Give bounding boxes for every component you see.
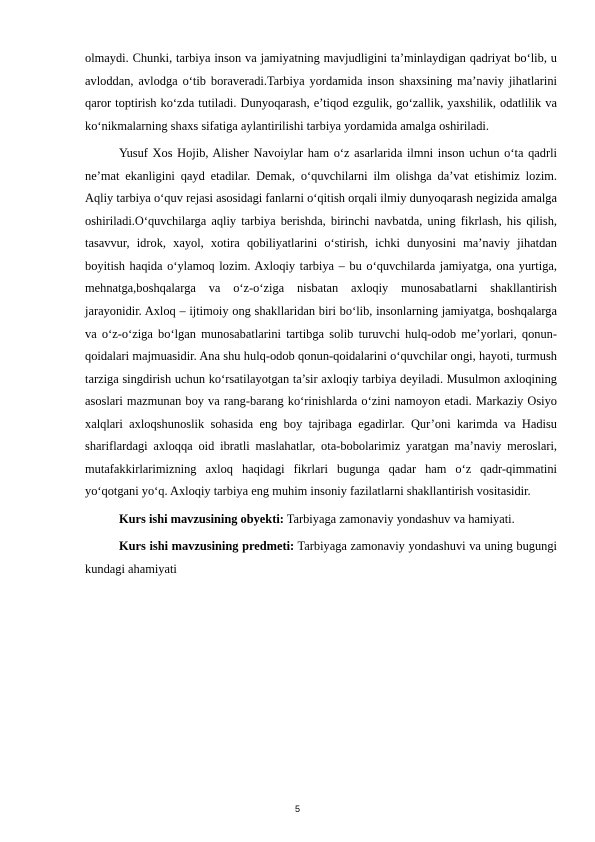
paragraph-education: Yusuf Xos Hojib, Alisher Navoiylar ham o‘z asarlarida ilmni inson uchun o‘ta qadrli ne’mat ekanligini qayd etadilar. Demak, o‘quvchilarni ilm olishga da’vat etishimiz lozim. Aqliy tarbiya o‘quv rejasi asosidagi fanlarni o‘qitish orqali ilmiy dunyoqarash negizida amalga oshiriladi.O‘quvchilarga aqliy tarbiya berishda, birinchi navbatda, uning fikrlash, his qilish, tasavvur, idrok, xayol, xotira qobiliyatlarini o‘stirish, ichki dunyosini ma’naviy jihatdan boyitish haqida o‘ylamoq lozim. Axloqiy tarbiya – bu o‘quvchilarda jamiyatga, ona yurtiga, mehnatga,boshqalarga va o‘z-o‘ziga nisbatan axloqiy munosabatlarni shakllantirish jarayonidir. Axloq – ijtimoiy ong shakllaridan biri bo‘lib, insonlarning jamiyatga, boshqalarga va o‘z-o‘ziga bo‘lgan munosabatlarini tartibga solib turuvchi hulq-odob me’yorlari, qonun-qoidalari majmuasidir. Ana shu hulq-odob qonun-qoidalarini o‘quvchilar ongi, hayoti, turmush tarziga singdirish uchun ko‘rsatilayotgan ta’sir axloqiy tarbiya deyiladi. Musulmon axloqining asoslari mazmunan boy va rang-barang ko‘rinishlarda o‘zini namoyon etadi. Markaziy Osiyo xalqlari axloqshunoslik sohasida eng boy tajribaga egadirlar. Qur’oni karimda va Hadisu shariflardagi axloqqa oid ibratli maslahatlar, ota-bobolarimiz yaratgan ma’naviy meroslari, mutafakkirlarimizning axloq haqidagi fikrlari bugunga qadar ham o‘z qadr-qimmatini yo‘qotgani yo‘q. Axloqiy tarbiya eng muhim insoniy fazilatlarni shakllantirish vositasidir. bbox=[85, 146, 557, 499]
page-content bbox=[85, 47, 557, 581]
page-number: 5 bbox=[294, 804, 300, 814]
paragraph-intro: olmaydi. Chunki, tarbiya inson va jamiyatning mavjudligini ta’minlaydigan qadriyat bo‘lib, u avloddan, avlodga o‘tib boraveradi.Tarbiya yordamida inson shaxsining ma’naviy jihatlarini qaror toptirish ko‘zda tutiladi. Dunyoqarash, e’tiqod ezgulik, go‘zallik, yaxshilik, odatlilik va ko‘nikmalarning shaxs sifatiga aylantirilishi tarbiya yordamida amalga oshiriladi. bbox=[85, 51, 557, 133]
paragraph-object bbox=[85, 508, 557, 531]
object-text: Tarbiyaga zamonaviy yondashuv va hamiyati. bbox=[283, 511, 515, 526]
subject-label: Kurs ishi mavzusining predmeti: bbox=[119, 539, 295, 554]
subject-text: Tarbiyaga zamonaviy yondashuvi va uning bugungi kundagi ahamiyati bbox=[85, 539, 557, 577]
paragraph-subject bbox=[85, 535, 557, 580]
object-label: Kurs ishi mavzusining obyekti: bbox=[119, 511, 284, 526]
